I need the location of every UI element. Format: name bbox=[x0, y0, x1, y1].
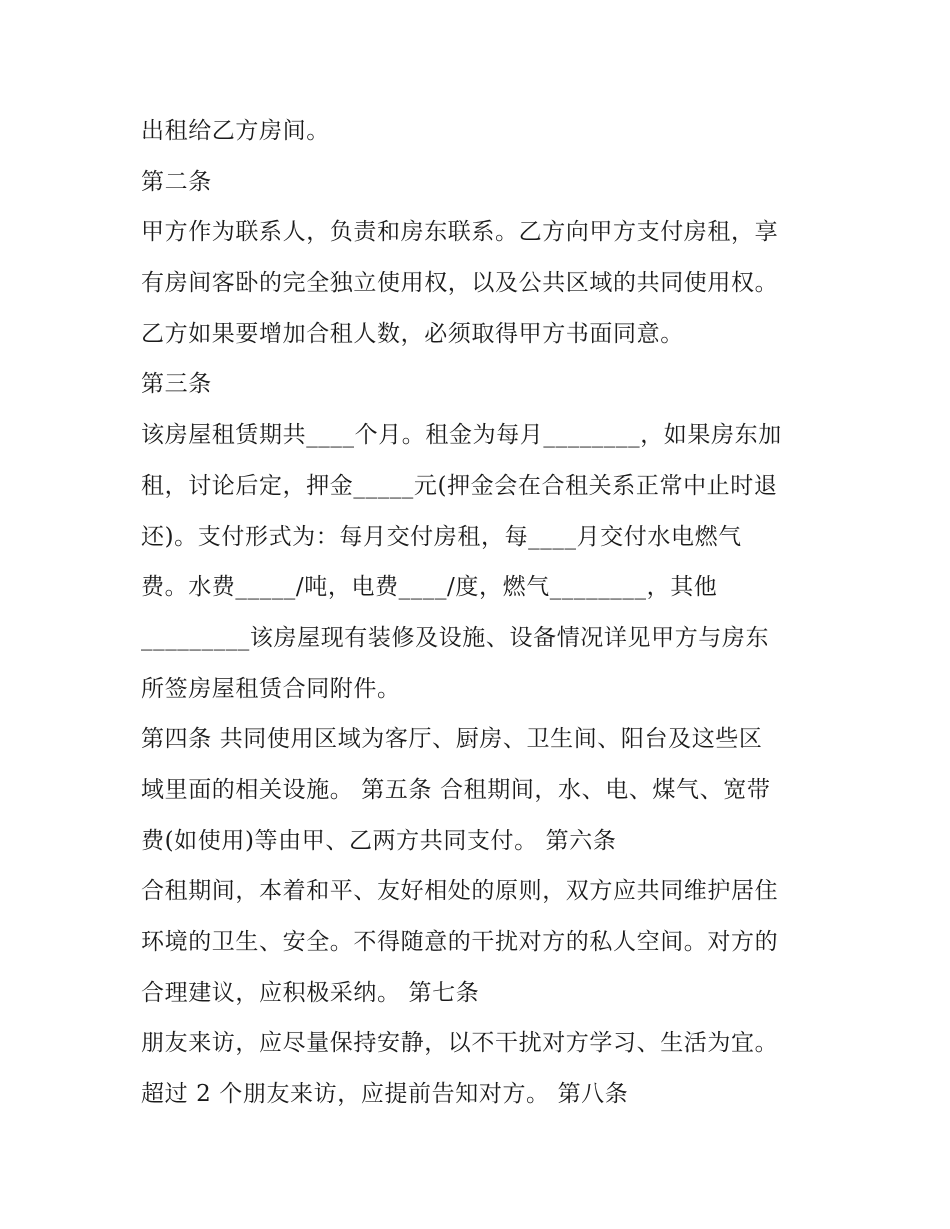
text-line: 朋友来访，应尽量保持安静，以不干扰对方学习、生活为宜。 bbox=[141, 1030, 779, 1057]
text-line: 出租给乙方房间。 bbox=[141, 118, 330, 144]
text-line: 有房间客卧的完全独立使用权，以及公共区域的共同使用权。 bbox=[141, 270, 779, 297]
text-line: 合租期间，本着和平、友好相处的原则，双方应共同维护居住 bbox=[141, 878, 779, 905]
text-line: 费。水费_____/吨，电费____/度，燃气________，其他 bbox=[141, 574, 718, 601]
article-heading: 第二条 bbox=[141, 168, 212, 195]
article-heading: 第三条 bbox=[141, 371, 212, 398]
text-line: 租，讨论后定，押金_____元(押金会在合租关系正常中止时退 bbox=[141, 472, 778, 499]
text-line: 所签房屋租赁合同附件。 bbox=[141, 675, 401, 702]
text-line: 该房屋租赁期共____个月。租金为每月________，如果房东加 bbox=[141, 422, 782, 449]
text-line: 费(如使用)等由甲、乙两方共同支付。 第六条 bbox=[141, 827, 617, 854]
text-line: 环境的卫生、安全。不得随意的干扰对方的私人空间。对方的 bbox=[141, 929, 779, 955]
text-line: 还)。支付形式为：每月交付房租，每____月交付水电燃气 bbox=[141, 523, 742, 550]
text-line: 域里面的相关设施。 第五条 合租期间，水、电、煤气、宽带 bbox=[141, 776, 771, 803]
text-line: 乙方如果要增加合租人数，必须取得甲方书面同意。 bbox=[141, 320, 684, 347]
text-line: _________该房屋现有装修及设施、设备情况详见甲方与房东 bbox=[141, 624, 770, 651]
text-line: 甲方作为联系人，负责和房东联系。乙方向甲方支付房租，享 bbox=[141, 219, 779, 246]
text-line: 合理建议，应积极采纳。 第七条 bbox=[141, 979, 480, 1006]
text-line: 超过 2 个朋友来访，应提前告知对方。 第八条 bbox=[141, 1081, 629, 1108]
document-body bbox=[141, 106, 821, 1120]
text-line: 第四条 共同使用区域为客厅、厨房、卫生间、阳台及这些区 bbox=[141, 726, 763, 753]
